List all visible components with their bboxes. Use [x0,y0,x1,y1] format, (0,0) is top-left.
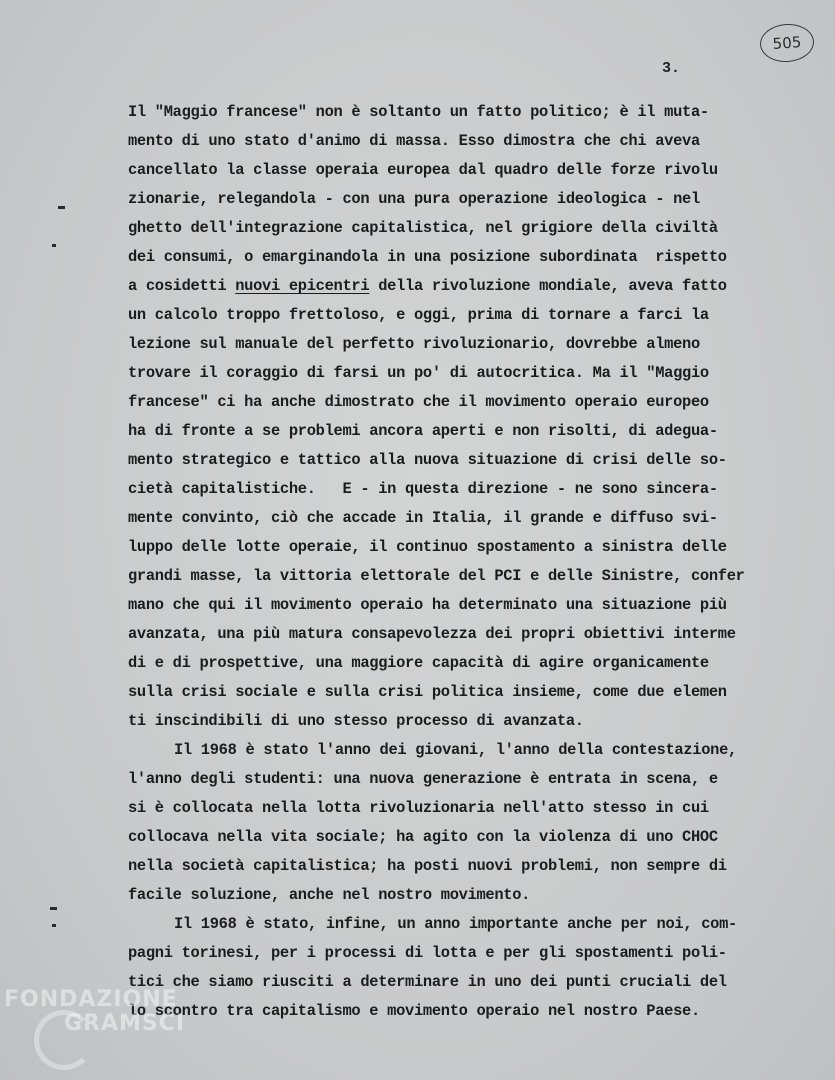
text-line: mente convinto, ciò che accade in Italia, il grande e diffuso svi- [128,509,718,527]
text-line: cietà capitalistiche. E - in questa direzione - ne sono sincera- [128,480,718,498]
fondazione-gramsci-watermark [4,988,185,1036]
typewritten-body [128,98,788,1026]
text-line: ti inscindibili di uno stesso processo di avanzata. [128,712,584,730]
text-line: facile soluzione, anche nel nostro movimento. [128,886,531,904]
text-line: avanzata, una più matura consapevolezza dei propri obiettivi interme [128,625,736,643]
text-line: zionarie, relegandola - con una pura operazione ideologica - nel [128,190,700,208]
text-line: sulla crisi sociale e sulla crisi politica insieme, come due elemen [128,683,727,701]
text-line: un calcolo troppo frettoloso, e oggi, prima di tornare a farci la [128,306,709,324]
text-line: si è collocata nella lotta rivoluzionaria nell'atto stesso in cui [128,799,709,817]
text-line: mano che qui il movimento operaio ha determinato una situazione più [128,596,727,614]
page-number: 3. [662,60,681,77]
text-line: luppo delle lotte operaie, il continuo spostamento a sinistra delle [128,538,727,556]
watermark-line-1: FONDAZIONE [4,987,178,1012]
text-line: mento strategico e tattico alla nuova situazione di crisi delle so- [128,451,727,469]
text-line: l'anno degli studenti: una nuova generazione è entrata in scena, e [128,770,718,788]
margin-mark [58,206,65,209]
text-line: lezione sul manuale del perfetto rivoluzionario, dovrebbe almeno [128,335,700,353]
text-line: a cosidetti nuovi epicentri della rivoluzione mondiale, aveva fatto [128,277,727,295]
archive-number-stamp: 505 [759,22,816,64]
margin-mark [50,907,57,910]
text-line: ghetto dell'integrazione capitalistica, nel grigiore della civiltà [128,219,718,237]
margin-mark [52,244,56,247]
margin-mark [52,924,56,927]
text-line: lo scontro tra capitalismo e movimento operaio nel nostro Paese. [128,1002,700,1020]
text-line: collocava nella vita sociale; ha agito con la violenza di uno CHOC [128,828,718,846]
text-line: cancellato la classe operaia europea dal quadro delle forze rivolu [128,161,718,179]
text-line: Il 1968 è stato, infine, un anno importante anche per noi, com- [174,915,737,933]
text-line: francese" ci ha anche dimostrato che il movimento operaio europeo [128,393,709,411]
text-line: mento di uno stato d'animo di massa. Esso dimostra che chi aveva [128,132,700,150]
text-line: Il 1968 è stato l'anno dei giovani, l'anno della contestazione, [174,741,737,759]
text-line: nella società capitalistica; ha posti nuovi problemi, non sempre di [128,857,727,875]
text-line: grandi masse, la vittoria elettorale del PCI e delle Sinistre, confer [128,567,745,585]
underlined-phrase: nuovi epicentri [235,277,370,295]
text-line: pagni torinesi, per i processi di lotta e per gli spostamenti poli- [128,944,727,962]
text-line: ha di fronte a se problemi ancora aperti e non risolti, di adegua- [128,422,718,440]
text-line: di e di prospettive, una maggiore capacità di agire organicamente [128,654,709,672]
text-line: dei consumi, o emarginandola in una posizione subordinata rispetto [128,248,727,266]
text-line: tici che siamo riusciti a determinare in uno dei punti cruciali del [128,973,727,991]
text-line: Il "Maggio francese" non è soltanto un fatto politico; è il muta- [128,103,709,121]
watermark-line-2: GRAMSCI [64,1011,186,1036]
text-line: trovare il coraggio di farsi un po' di autocritica. Ma il "Maggio [128,364,709,382]
